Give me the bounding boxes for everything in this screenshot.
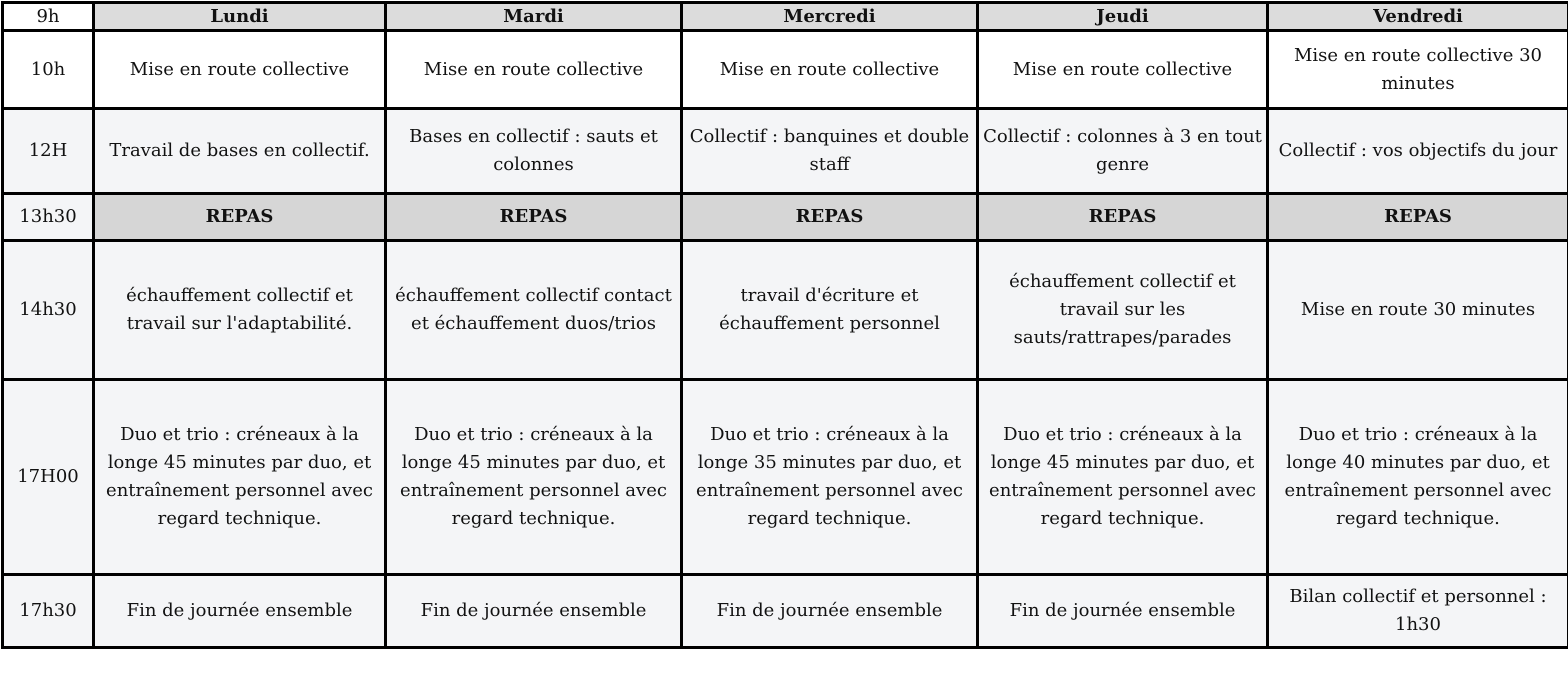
- header-row: [3, 3, 1568, 31]
- time-cell: 12H: [3, 109, 94, 194]
- activity-cell: Duo et trio : créneaux à la longe 35 minutes par duo, et entraînement personnel avec regard technique.: [682, 380, 978, 575]
- day-header-mardi: Mardi: [386, 3, 682, 31]
- day-header-jeudi: Jeudi: [978, 3, 1268, 31]
- time-cell: 13h30: [3, 194, 94, 241]
- activity-cell: Mise en route collective 30 minutes: [1268, 31, 1568, 109]
- activity-cell: Duo et trio : créneaux à la longe 45 minutes par duo, et entraînement personnel avec regard technique.: [386, 380, 682, 575]
- activity-cell: Duo et trio : créneaux à la longe 45 minutes par duo, et entraînement personnel avec regard technique.: [94, 380, 386, 575]
- activity-cell: travail d'écriture et échauffement personnel: [682, 241, 978, 380]
- activity-cell: Mise en route collective: [386, 31, 682, 109]
- activity-cell: Travail de bases en collectif.: [94, 109, 386, 194]
- activity-cell: Fin de journée ensemble: [94, 575, 386, 648]
- meal-cell: REPAS: [386, 194, 682, 241]
- time-cell: 17h30: [3, 575, 94, 648]
- activity-cell: Bilan collectif et personnel : 1h30: [1268, 575, 1568, 648]
- day-header-lundi: Lundi: [94, 3, 386, 31]
- schedule-row-13h30: [3, 194, 1568, 241]
- activity-cell: Collectif : colonnes à 3 en tout genre: [978, 109, 1268, 194]
- meal-cell: REPAS: [978, 194, 1268, 241]
- meal-cell: REPAS: [1268, 194, 1568, 241]
- activity-cell: Mise en route collective: [94, 31, 386, 109]
- header-time-cell: 9h: [3, 3, 94, 31]
- activity-cell: Mise en route collective: [978, 31, 1268, 109]
- activity-cell: échauffement collectif et travail sur les sauts/rattrapes/parades: [978, 241, 1268, 380]
- schedule-row-17h00: [3, 380, 1568, 575]
- schedule-table: [1, 1, 1568, 649]
- day-header-mercredi: Mercredi: [682, 3, 978, 31]
- time-cell: 10h: [3, 31, 94, 109]
- activity-cell: Duo et trio : créneaux à la longe 45 minutes par duo, et entraînement personnel avec regard technique.: [978, 380, 1268, 575]
- schedule-row-14h30: [3, 241, 1568, 380]
- activity-cell: Fin de journée ensemble: [682, 575, 978, 648]
- day-header-vendredi: Vendredi: [1268, 3, 1568, 31]
- activity-cell: Bases en collectif : sauts et colonnes: [386, 109, 682, 194]
- schedule-row-17h30: [3, 575, 1568, 648]
- activity-cell: Mise en route 30 minutes: [1268, 241, 1568, 380]
- activity-cell: Duo et trio : créneaux à la longe 40 minutes par duo, et entraînement personnel avec regard technique.: [1268, 380, 1568, 575]
- activity-cell: Collectif : banquines et double staff: [682, 109, 978, 194]
- activity-cell: Collectif : vos objectifs du jour: [1268, 109, 1568, 194]
- time-cell: 14h30: [3, 241, 94, 380]
- time-cell: 17H00: [3, 380, 94, 575]
- schedule-row-10h: [3, 31, 1568, 109]
- meal-cell: REPAS: [94, 194, 386, 241]
- activity-cell: Fin de journée ensemble: [978, 575, 1268, 648]
- meal-cell: REPAS: [682, 194, 978, 241]
- activity-cell: Fin de journée ensemble: [386, 575, 682, 648]
- activity-cell: Mise en route collective: [682, 31, 978, 109]
- activity-cell: échauffement collectif et travail sur l'adaptabilité.: [94, 241, 386, 380]
- schedule-row-12h: [3, 109, 1568, 194]
- activity-cell: échauffement collectif contact et échauffement duos/trios: [386, 241, 682, 380]
